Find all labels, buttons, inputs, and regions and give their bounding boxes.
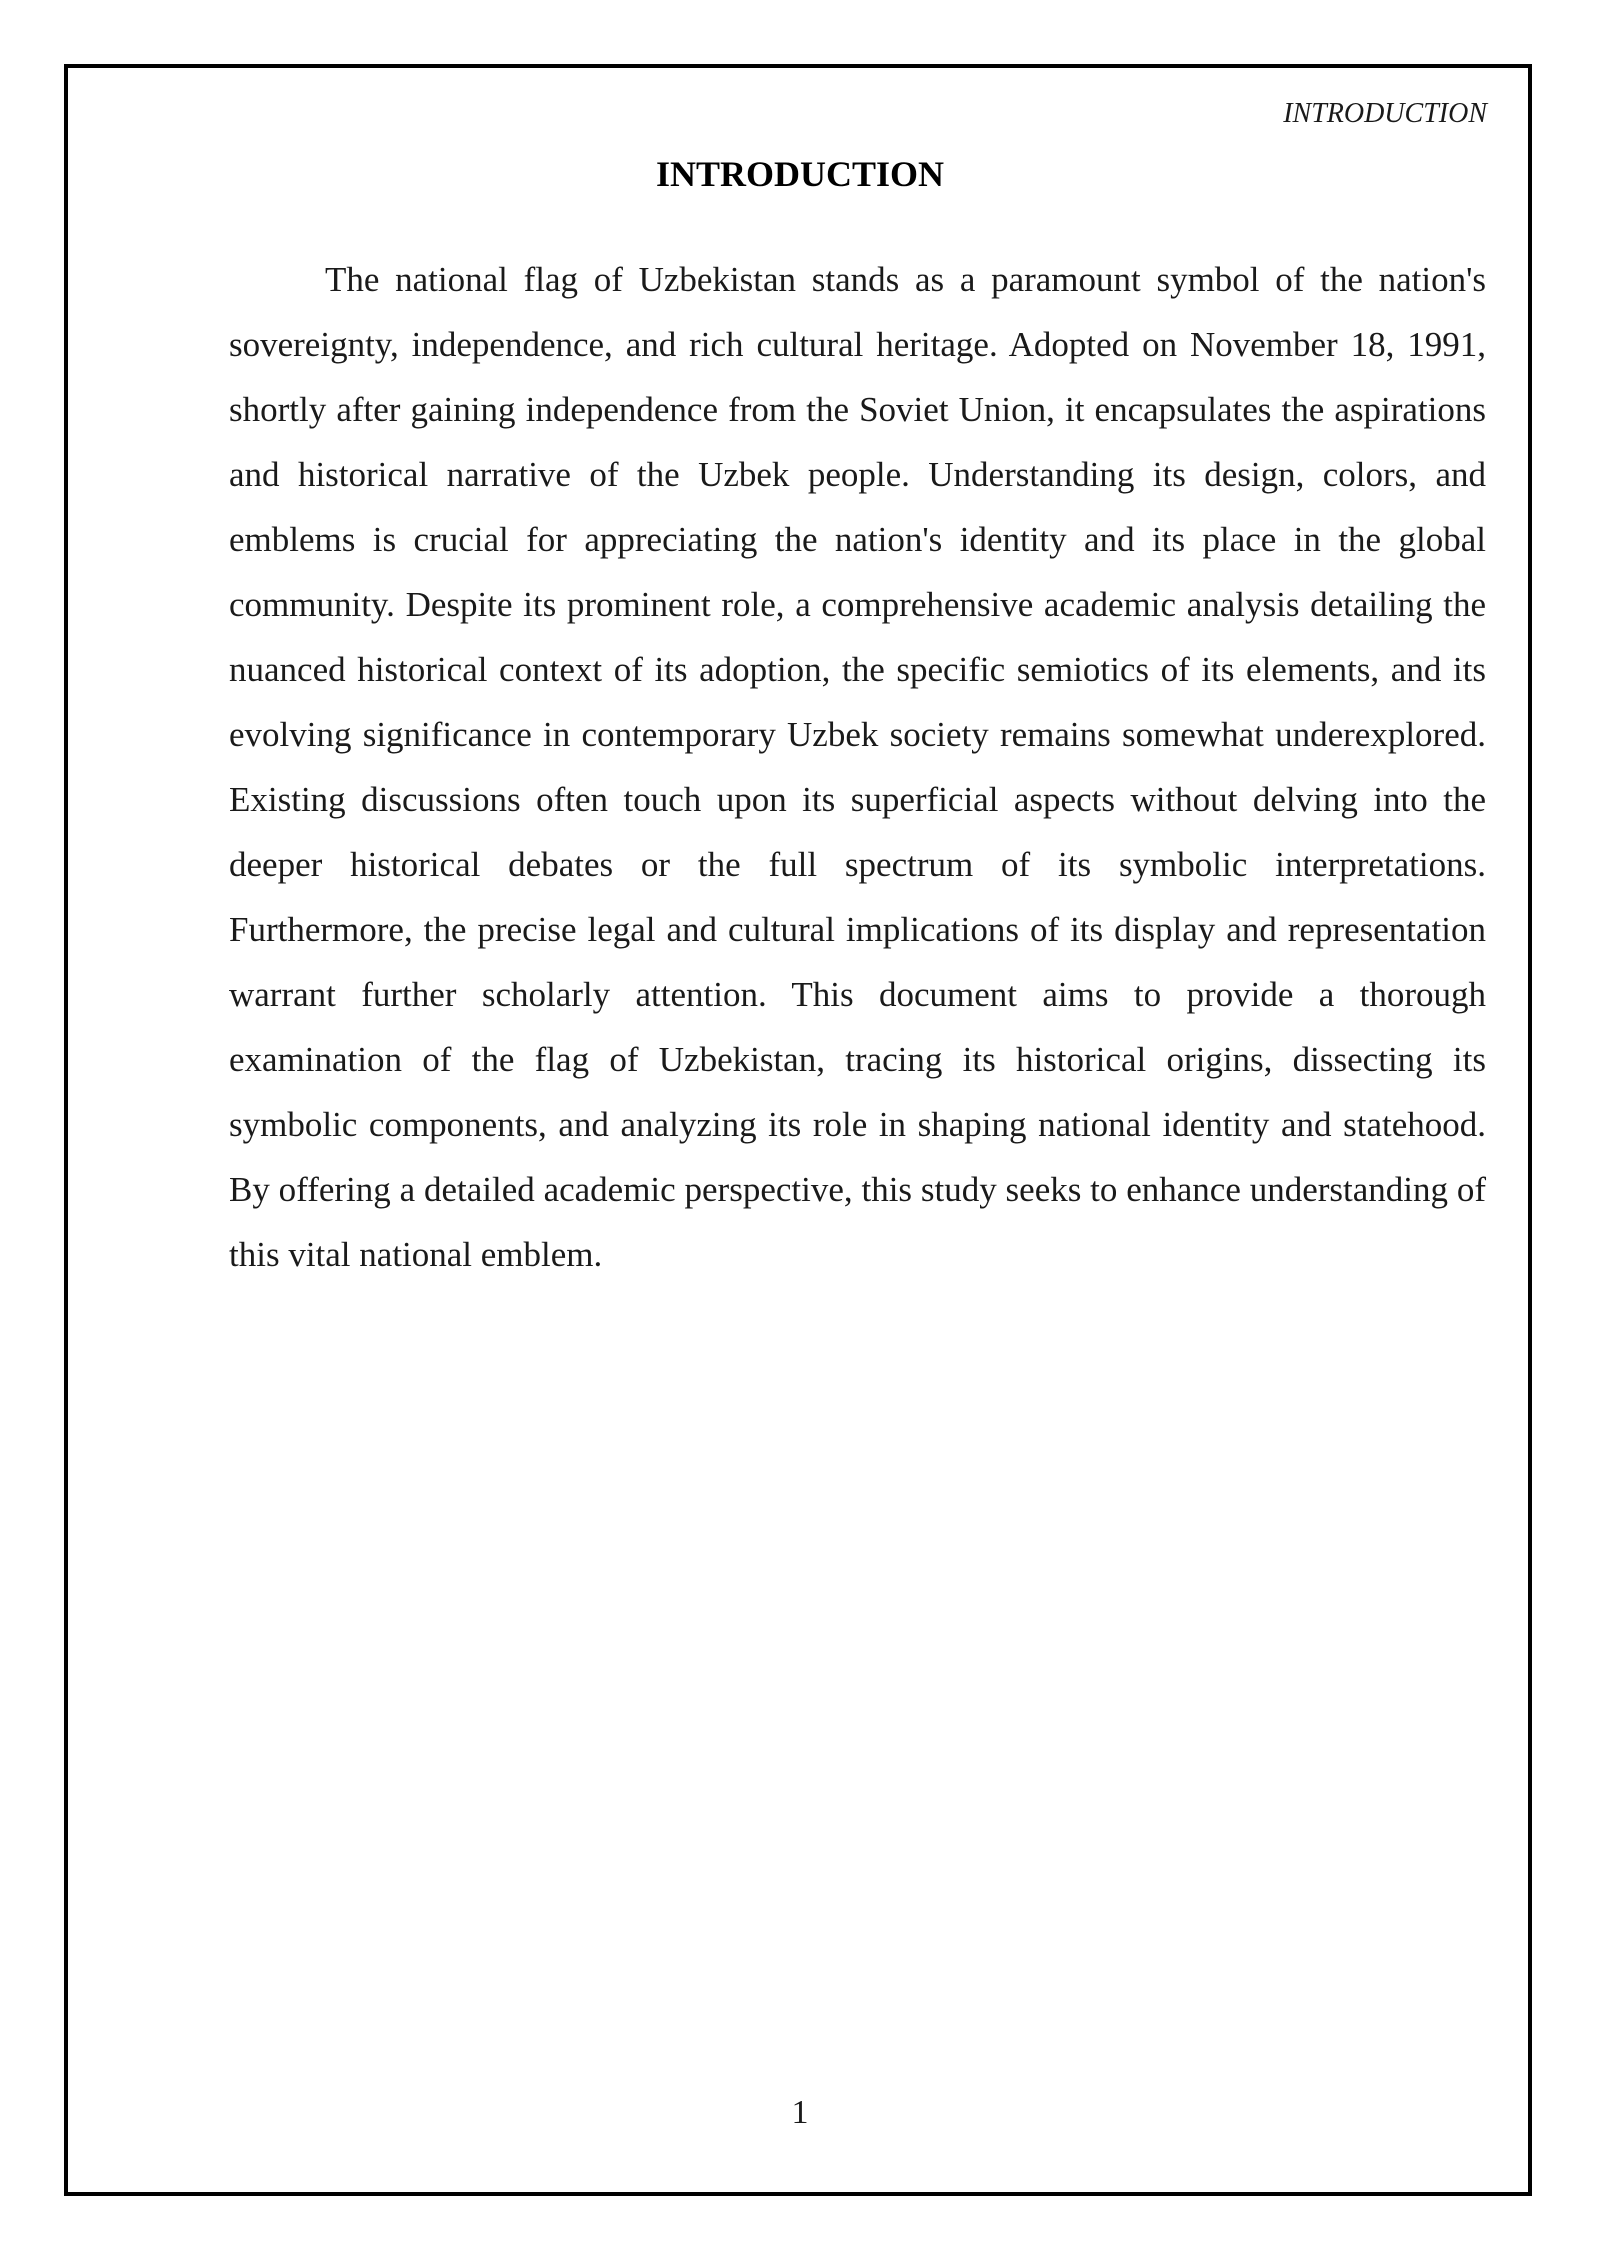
page-number: 1: [791, 2094, 809, 2131]
page-title: INTRODUCTION: [655, 154, 945, 194]
body-paragraph: The national flag of Uzbekistan stands as a paramount symbol of the nation's sovereignty, independence, and rich cultural heritage. Adopted on November 18, 1991, shortly after gaining independence from the Soviet Union, it encapsulates the aspirations and historical narrative of the Uzbek people. Understanding its design, colors, and emblems is crucial for appreciating the nation's identity and its place in the global community. Despite its prominent role, a comprehensive academic analysis detailing the nuanced historical context of its adoption, the specific semiotics of its elements, and its evolving significance in contemporary Uzbek society remains somewhat underexplored. Existing discussions often touch upon its superficial aspects without delving into the deeper historical debates or the full spectrum of its symbolic interpretations. Furthermore, the precise legal and cultural implications of its display and representation warrant further scholarly attention. This document aims to provide a thorough examination of the flag of Uzbekistan, tracing its historical origins, dissecting its symbolic components, and analyzing its role in shaping national identity and statehood. By offering a detailed academic perspective, this study seeks to enhance understanding of this vital national emblem.: [229, 260, 1486, 1274]
running-header: INTRODUCTION: [1283, 98, 1487, 129]
